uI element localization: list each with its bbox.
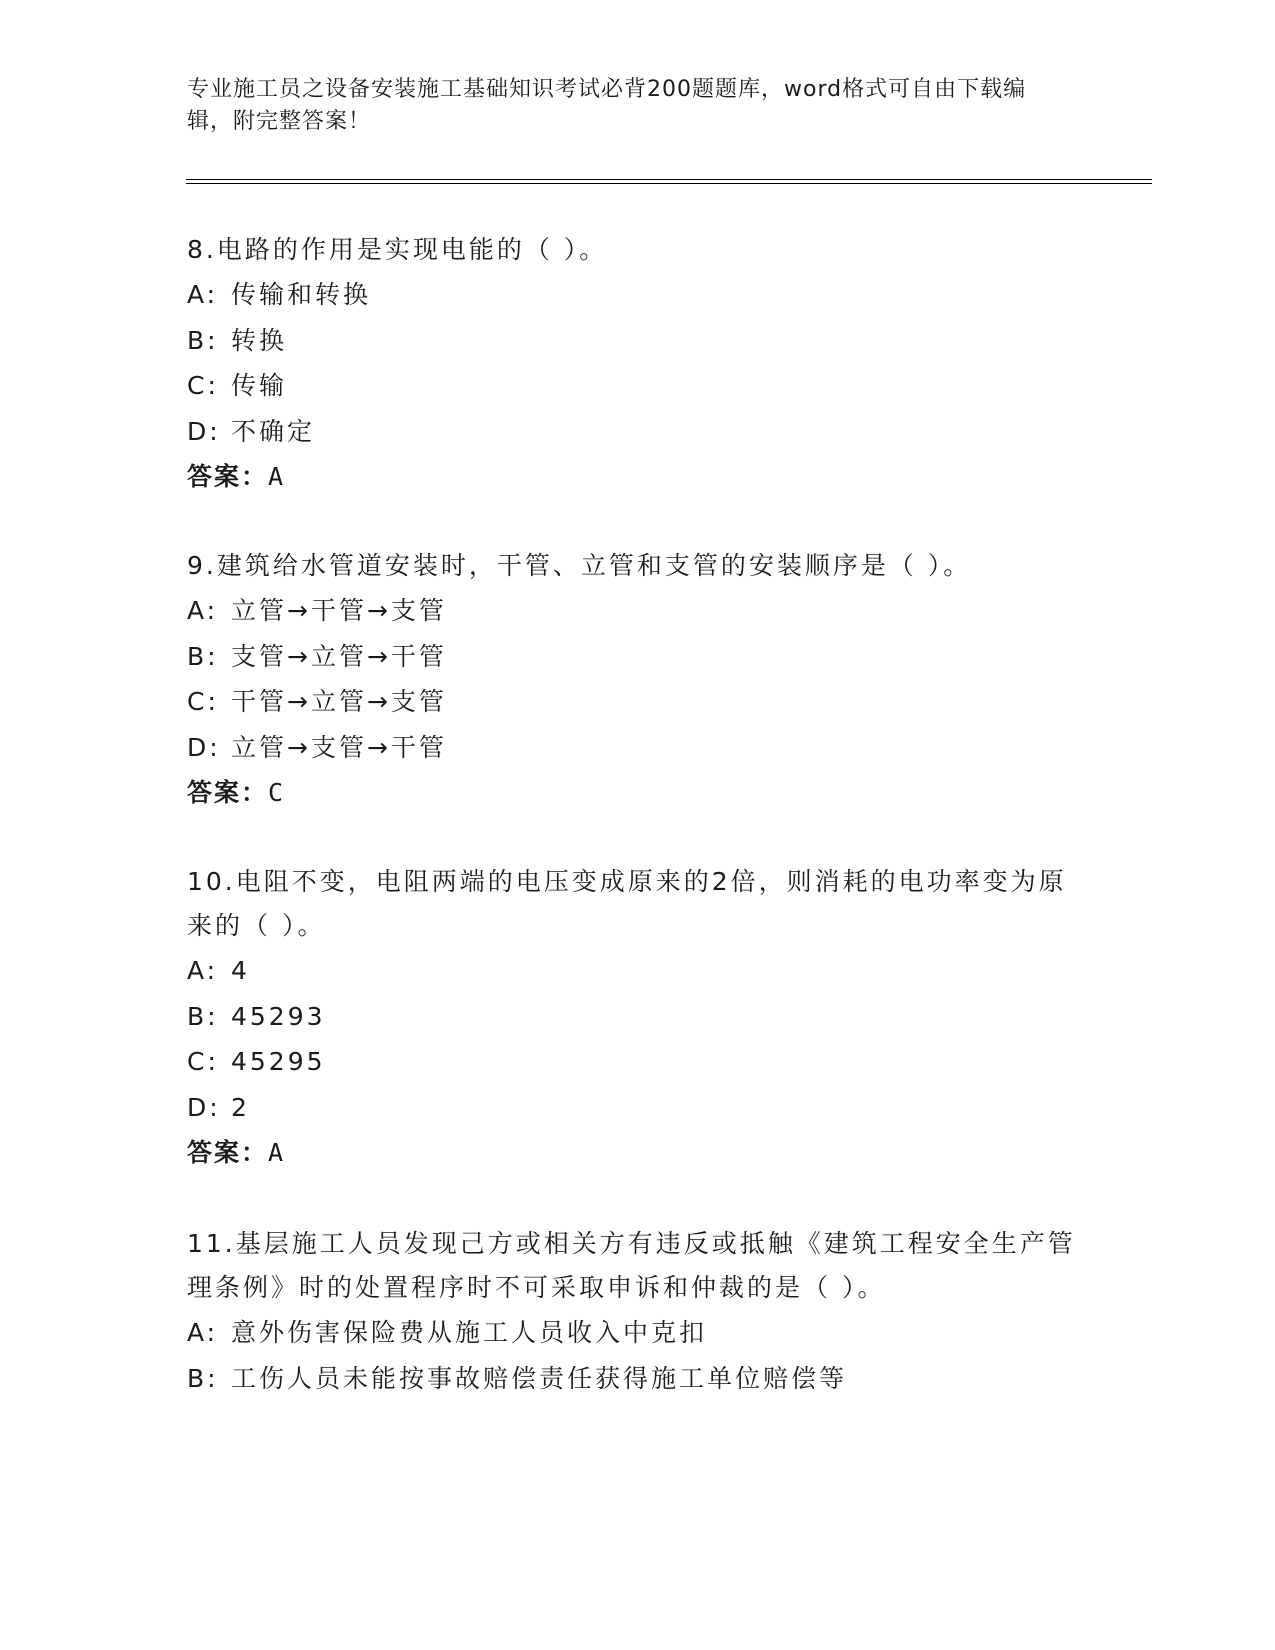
option-d xyxy=(187,409,1087,455)
option-text: 2 xyxy=(231,1092,250,1122)
option-text: 立管→干管→支管 xyxy=(231,596,447,625)
option-key: D: xyxy=(187,732,221,762)
option-c xyxy=(187,679,1087,725)
option-a xyxy=(187,588,1087,634)
option-key: B: xyxy=(187,1363,219,1393)
option-c xyxy=(187,363,1087,409)
question-stem: 11.基层施工人员发现己方或相关方有违反或抵触《建筑工程安全生产管理条例》时的处置程序时不可采取申诉和仲裁的是（ ）。 xyxy=(187,1229,1076,1302)
option-key: A: xyxy=(187,1318,219,1347)
option-key: C: xyxy=(187,1047,219,1076)
option-text: 转换 xyxy=(231,325,288,355)
option-text: 立管→支管→干管 xyxy=(231,732,447,762)
option-key: C: xyxy=(187,371,219,400)
header-divider-bottom xyxy=(186,183,1152,184)
question-stem: 10.电阻不变，电阻两端的电压变成原来的2倍，则消耗的电功率变为原来的（ ）。 xyxy=(187,867,1067,940)
option-key: B: xyxy=(187,641,219,671)
option-key: A: xyxy=(187,596,219,625)
option-text: 45295 xyxy=(231,1047,326,1076)
option-text: 传输 xyxy=(231,371,288,400)
question-stem: 9.建筑给水管道安装时，干管、立管和支管的安装顺序是（ ）。 xyxy=(187,551,972,580)
option-a xyxy=(187,272,1087,318)
question-10 xyxy=(187,860,1087,1176)
option-text: 支管→立管→干管 xyxy=(231,641,447,671)
answer-label: 答案： xyxy=(187,1138,269,1167)
question-8 xyxy=(187,228,1087,500)
option-key: D: xyxy=(187,416,221,446)
question-11 xyxy=(187,1222,1087,1401)
answer-label: 答案： xyxy=(187,778,269,807)
option-key: D: xyxy=(187,1092,221,1122)
option-a xyxy=(187,948,1087,994)
header-divider-top xyxy=(186,179,1152,180)
option-text: 工伤人员未能按事故赔偿责任获得施工单位赔偿等 xyxy=(231,1363,848,1393)
answer-value: A xyxy=(268,462,286,491)
option-text: 干管→立管→支管 xyxy=(231,687,447,716)
option-d xyxy=(187,1085,1087,1131)
option-text: 不确定 xyxy=(231,416,316,446)
option-text: 45293 xyxy=(231,1001,326,1031)
option-key: C: xyxy=(187,687,219,716)
option-key: B: xyxy=(187,1001,219,1031)
option-b xyxy=(187,1356,1087,1402)
option-text: 传输和转换 xyxy=(231,280,372,309)
answer-value: A xyxy=(268,1138,286,1167)
option-a xyxy=(187,1310,1087,1356)
option-b xyxy=(187,318,1087,364)
option-text: 4 xyxy=(231,956,250,985)
answer-line xyxy=(187,454,1087,500)
answer-label: 答案： xyxy=(187,462,269,491)
option-key: A: xyxy=(187,956,219,985)
document-header-note: 专业施工员之设备安装施工基础知识考试必背200题题库，word格式可自由下载编辑，附完整答案！ xyxy=(187,77,1027,134)
question-stem: 8.电路的作用是实现电能的（ ）。 xyxy=(187,235,608,264)
option-b xyxy=(187,994,1087,1040)
question-9 xyxy=(187,544,1087,816)
answer-line xyxy=(187,770,1087,816)
option-key: B: xyxy=(187,325,219,355)
answer-value: C xyxy=(268,778,286,807)
option-c xyxy=(187,1039,1087,1085)
option-text: 意外伤害保险费从施工人员收入中克扣 xyxy=(231,1318,708,1347)
answer-line xyxy=(187,1130,1087,1176)
option-key: A: xyxy=(187,280,219,309)
option-d xyxy=(187,725,1087,771)
option-b xyxy=(187,634,1087,680)
